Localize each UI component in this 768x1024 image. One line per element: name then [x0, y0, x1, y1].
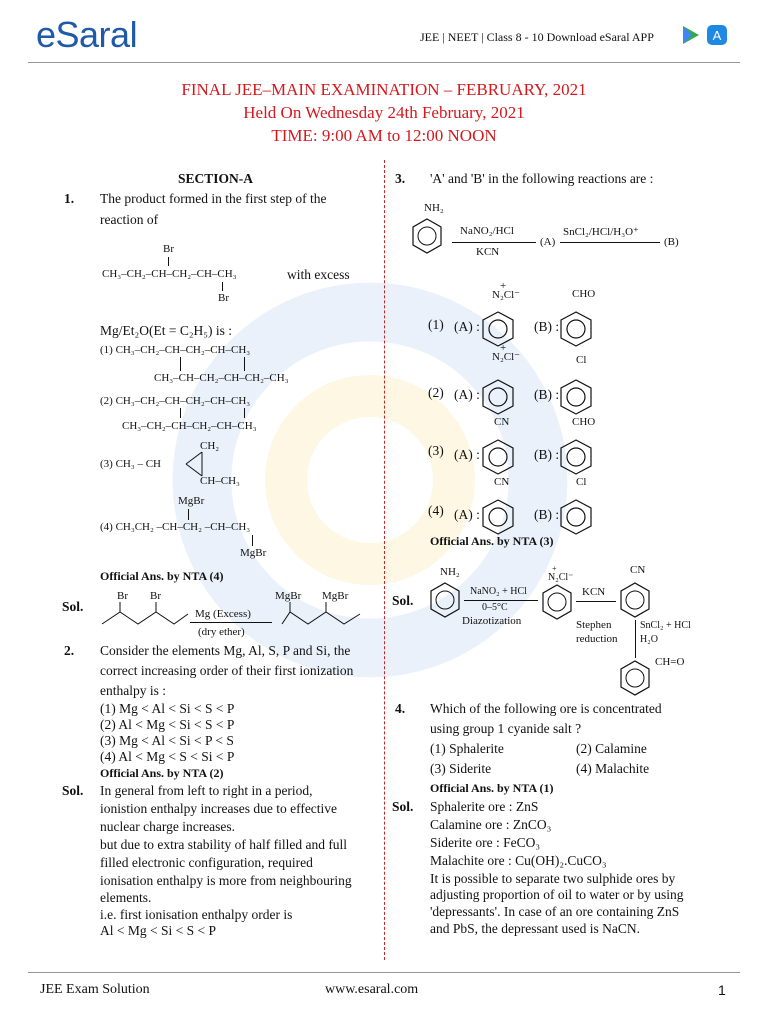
- q2-option4: (4) Al < Mg < S < Si < P: [100, 749, 235, 764]
- q3-opt4-a-label: (A) :: [454, 507, 480, 522]
- q1-br-top: Br: [163, 243, 174, 255]
- q3-sol-cho: CH=O: [655, 656, 685, 668]
- q2-sol-line5: filled electronic configuration, required: [100, 855, 313, 870]
- q1-sol-br2: Br: [150, 590, 161, 602]
- q4-sol-line8: and PbS, the depressant used is NaCN.: [430, 921, 640, 936]
- svg-text:A: A: [712, 28, 722, 43]
- q2-sol-line2: ionistion enthalpy increases due to effective: [100, 801, 338, 816]
- q3-official-answer: Official Ans. by NTA (3): [430, 534, 554, 548]
- bond-line: [244, 357, 245, 371]
- q3-opt1-b-label: (B) :: [534, 319, 560, 334]
- q1-sol-product-skeleton: [280, 600, 370, 630]
- q3-sol-sncl2: SnCl₂ + HCl: [640, 620, 691, 631]
- q3-opt2-a-group: N₂Cl⁻: [492, 351, 520, 363]
- q2-text-line2: correct increasing order of their first ionization: [100, 663, 354, 678]
- q1-official-answer: Official Ans. by NTA (4): [100, 569, 224, 583]
- esaral-logo[interactable]: eSaral: [36, 14, 138, 55]
- q3-opt2-b-label: (B) :: [534, 387, 560, 402]
- q1-option1a: (1) CH₃–CH₂–CH–CH₂–CH–CH₃: [100, 344, 251, 356]
- q1-sol-arrow-top: Mg (Excess): [195, 608, 251, 620]
- q1-option1b: CH₃–CH–CH₂–CH–CH₂–CH₃: [154, 372, 289, 384]
- q1-number: 1.: [64, 191, 75, 206]
- q4-sol-line7: 'depressants'. In case of an ore containing ZnS: [430, 904, 680, 919]
- q3-reagent1-top: NaNO₂/HCl: [460, 225, 514, 237]
- q4-sol-label: Sol.: [392, 799, 414, 814]
- q2-sol-label: Sol.: [62, 783, 84, 798]
- q2-sol-line1: In general from left to right in a period,: [100, 783, 313, 798]
- benzene-ring: [540, 582, 574, 622]
- play-store-icon[interactable]: [680, 24, 702, 46]
- q1-option2b: CH₃–CH₂–CH–CH₂–CH–CH₃: [122, 420, 257, 432]
- plus-sign: +: [500, 280, 507, 292]
- q3-sol-reagent-top: NaNO₂ + HCl: [470, 586, 527, 597]
- q1-br-bottom: Br: [218, 292, 229, 304]
- reaction-arrow: [190, 622, 272, 623]
- bond-line: [168, 257, 169, 266]
- q3-label-a: (A): [540, 236, 556, 248]
- q3-reagent1-bottom: KCN: [476, 246, 500, 258]
- q2-sol-line3: nuclear charge increases.: [100, 819, 236, 834]
- benzene-ring: [618, 658, 652, 696]
- reaction-arrow: [464, 600, 538, 601]
- q4-option2[interactable]: (2) Calamine: [576, 741, 647, 756]
- q3-sol-n2cl: N₂Cl⁻: [548, 572, 574, 583]
- q4-sol-line2: Calamine ore : ZnCO₃: [430, 817, 552, 832]
- q4-option1[interactable]: (1) Sphalerite: [430, 741, 504, 756]
- store-icons: [680, 24, 728, 51]
- q2-text-line1: Consider the elements Mg, Al, S, P and Si, the: [100, 643, 351, 658]
- q4-official-answer: Official Ans. by NTA (1): [430, 781, 554, 795]
- q3-opt1-a-group: N₂Cl⁻: [492, 289, 520, 301]
- q2-sol-line6: ionisation enthalpy is more from neighbouring: [100, 873, 352, 888]
- q4-text-line2: using group 1 cyanide salt ?: [430, 721, 582, 736]
- q1-option2a: (2) CH₃–CH₂–CH–CH₂–CH–CH₃: [100, 395, 251, 407]
- q1-option3-top: CH₂: [200, 440, 220, 452]
- reaction-arrow: [560, 242, 660, 243]
- q4-text-line1: Which of the following ore is concentrated: [430, 701, 662, 716]
- q3-opt3-b-label: (B) :: [534, 447, 560, 462]
- q3-number: 3.: [395, 171, 406, 186]
- q2-official-answer: Official Ans. by NTA (2): [100, 766, 224, 780]
- q1-sol-arrow-bottom: (dry ether): [198, 626, 245, 638]
- q3-sol-cn: CN: [630, 564, 646, 576]
- bond-line: [188, 509, 189, 520]
- q1-reagent: Mg/Et₂O(Et = C₂H₅) is :: [100, 323, 232, 338]
- q3-opt2-a-label: (A) :: [454, 387, 480, 402]
- q4-sol-line5: It is possible to separate two sulphide ores by: [430, 871, 676, 886]
- q4-option3[interactable]: (3) Siderite: [430, 761, 492, 776]
- page-number: 1: [718, 982, 726, 998]
- q1-sol-mgbr2: MgBr: [322, 590, 349, 602]
- app-store-icon[interactable]: [706, 24, 728, 46]
- q3-opt4-b-group: Cl: [576, 476, 587, 488]
- header-tagline: JEE | NEET | Class 8 - 10 Download eSaral APP: [420, 30, 654, 44]
- q1-sol-br1: Br: [117, 590, 128, 602]
- q2-option3: (3) Mg < Al < Si < P < S: [100, 733, 234, 748]
- q3-sol-h2o: H₂O: [640, 634, 658, 645]
- footer-divider: [28, 972, 740, 973]
- reaction-arrow-down: [635, 620, 636, 658]
- q3-opt3-b-group: CHO: [572, 416, 596, 428]
- q3-opt3-a-label: (A) :: [454, 447, 480, 462]
- bond-line: [252, 535, 253, 546]
- q1-sol-mgbr1: MgBr: [275, 590, 302, 602]
- benzene-ring: [618, 580, 652, 620]
- exam-title: FINAL JEE–MAIN EXAMINATION – FEBRUARY, 2021: [181, 80, 587, 99]
- q3-sol-label: Sol.: [392, 593, 414, 608]
- benzene-ring: [428, 580, 462, 620]
- q4-sol-line6: adjusting proportion of oil to water or by using: [430, 887, 684, 902]
- q1-option3-bottom: CH–CH₃: [200, 475, 240, 487]
- q3-sol-kcn: KCN: [582, 586, 606, 598]
- bond-line: [244, 408, 245, 418]
- q3-sol-nh2: NH₂: [440, 566, 460, 578]
- q2-option1: (1) Mg < Al < Si < S < P: [100, 701, 235, 716]
- q3-opt4-b-label: (B) :: [534, 507, 560, 522]
- reaction-arrow: [452, 242, 536, 243]
- q1-sol-label: Sol.: [62, 599, 84, 614]
- q3-opt4-a-group: CN: [494, 476, 510, 488]
- q4-number: 4.: [395, 701, 406, 716]
- q1-with-excess: with excess: [287, 267, 350, 282]
- q1-option4-main: (4) CH₃CH₂ –CH–CH₂ –CH–CH₃: [100, 521, 251, 533]
- q3-sol-diazotization: Diazotization: [462, 615, 522, 627]
- q3-opt1-num[interactable]: (1): [428, 317, 444, 332]
- q1-option3-main: (3) CH₃ – CH: [100, 458, 161, 470]
- section-heading: SECTION-A: [178, 171, 254, 186]
- footer-left: JEE Exam Solution: [40, 982, 150, 997]
- bond-line: [222, 282, 223, 291]
- reaction-arrow: [576, 601, 616, 602]
- q2-text-line3: enthalpy is :: [100, 683, 166, 698]
- exam-time: TIME: 9:00 AM to 12:00 NOON: [271, 126, 497, 145]
- q4-sol-line1: Sphalerite ore : ZnS: [430, 799, 539, 814]
- q3-text: 'A' and 'B' in the following reactions are :: [430, 171, 654, 186]
- q3-option-rings: [480, 300, 630, 540]
- q1-chain: CH₃–CH₂–CH–CH₂–CH–CH₃: [102, 268, 237, 280]
- q1-text-line2: reaction of: [100, 212, 159, 227]
- q3-sol-reagent-temp: 0–5°C: [482, 602, 508, 613]
- exam-date: Held On Wednesday 24th February, 2021: [243, 103, 525, 122]
- plus-sign: +: [552, 564, 557, 573]
- q3-nh2: NH₂: [424, 202, 444, 214]
- q4-sol-line4: Malachite ore : Cu(OH)₂.CuCO₃: [430, 853, 607, 868]
- q3-opt3-num[interactable]: (3): [428, 443, 444, 458]
- q3-sol-stephen: Stephen: [576, 619, 612, 631]
- q3-opt3-a-group: CN: [494, 416, 510, 428]
- q1-option4-top: MgBr: [178, 495, 205, 507]
- column-divider: [384, 160, 385, 960]
- footer-website[interactable]: www.esaral.com: [325, 982, 419, 997]
- q3-reagent2: SnCl₂/HCl/H₃O⁺: [563, 226, 639, 238]
- q2-sol-line9: Al < Mg < Si < S < P: [100, 923, 216, 938]
- q2-sol-line4: but due to extra stability of half filled and full: [100, 837, 348, 852]
- q2-number: 2.: [64, 643, 75, 658]
- plus-sign: +: [500, 342, 507, 354]
- q2-sol-line7: elements.: [100, 890, 152, 905]
- bond-line: [180, 408, 181, 418]
- q1-sol-reactant-skeleton: [100, 600, 190, 630]
- q3-opt1-b-group: CHO: [572, 288, 596, 300]
- q4-option4[interactable]: (4) Malachite: [576, 761, 650, 776]
- benzene-ring: [410, 216, 444, 256]
- q2-option2: (2) Al < Mg < Si < S < P: [100, 717, 235, 732]
- q3-opt1-a-label: (A) :: [454, 319, 480, 334]
- q3-opt4-num[interactable]: (4): [428, 503, 444, 518]
- q3-sol-reduction: reduction: [576, 633, 618, 645]
- q3-label-b: (B): [664, 236, 679, 248]
- q3-opt2-b-group: Cl: [576, 354, 587, 366]
- q1-option4-bottom: MgBr: [240, 547, 267, 559]
- q4-sol-line3: Siderite ore : FeCO₃: [430, 835, 541, 850]
- header-divider: [28, 62, 740, 63]
- q3-opt2-num[interactable]: (2): [428, 385, 444, 400]
- bond-line: [180, 357, 181, 371]
- q1-text-line1: The product formed in the first step of the: [100, 191, 327, 206]
- q2-sol-line8: i.e. first ionisation enthalpy order is: [100, 907, 293, 922]
